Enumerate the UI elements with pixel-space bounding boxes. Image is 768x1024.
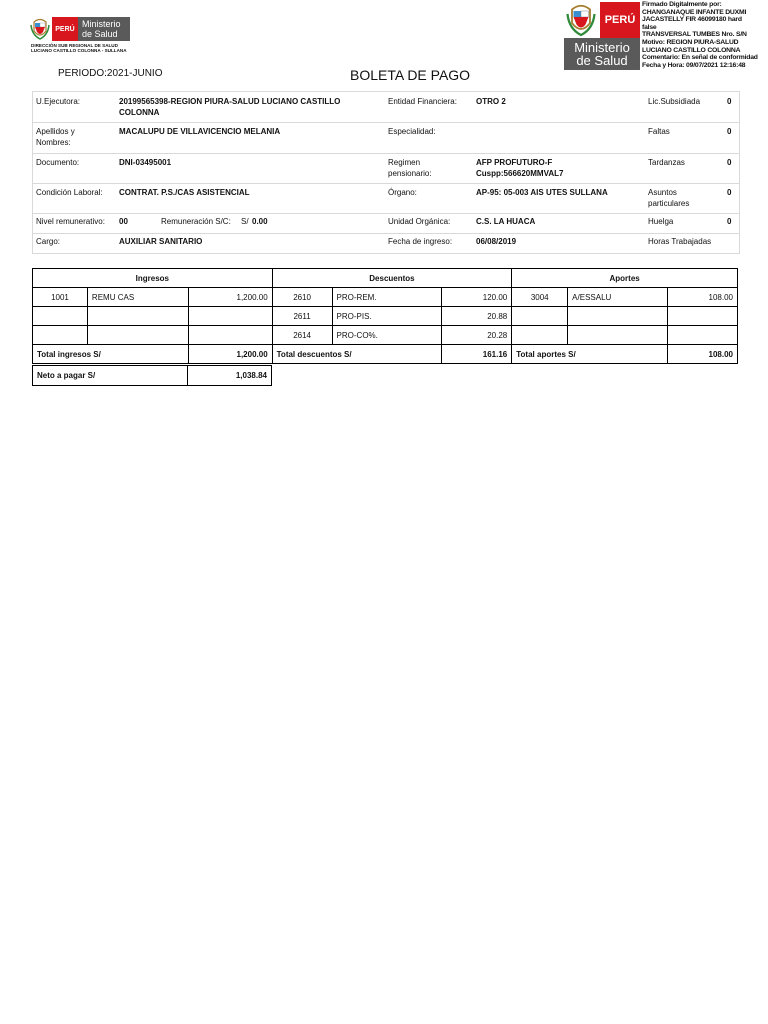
ingreso-name: REMU CAS	[87, 288, 188, 307]
descuentos-header: Descuentos	[272, 269, 512, 288]
descuento-name: PRO-PIS.	[332, 307, 442, 326]
page-title: BOLETA DE PAGO	[350, 67, 471, 83]
neto-row	[33, 366, 272, 386]
descuento-code: 2614	[272, 326, 332, 345]
remuneracion-currency: S/	[241, 217, 249, 226]
info-row-cargo	[33, 233, 739, 253]
employee-info-box	[32, 91, 740, 254]
pay-table	[32, 268, 738, 364]
ingreso-code	[33, 307, 88, 326]
descuento-amount: 120.00	[442, 288, 512, 307]
lic-subsidiada-label: Lic.Subsidiada	[648, 97, 701, 106]
aporte-amount	[668, 326, 738, 345]
aporte-code	[512, 307, 568, 326]
faltas-label: Faltas	[648, 127, 670, 136]
fecha-ingreso-label: Fecha de ingreso:	[388, 237, 453, 246]
apellidos-value: MACALUPU DE VILLAVICENCIO MELANIA	[119, 127, 281, 136]
horas-label: Horas Trabajadas	[648, 237, 712, 246]
digital-signature-text: Firmado Digitalmente por: CHANGANAQUE INFANTE DUXMI JACASTELLY FIR 46099180 hard false TRANSVERSAL TUMBES Nro. S/N Motivo: REGION PIURA-SALUD LUCIANO CASTILLO COLONNA Comentario: En señal de conformidad Fecha y Hora: 09/07/2021 12:16:48	[642, 1, 758, 69]
descuento-amount: 20.88	[442, 307, 512, 326]
ingreso-name	[87, 307, 188, 326]
unidad-label: Unidad Orgánica:	[388, 217, 451, 226]
info-row-apellidos	[33, 122, 739, 154]
ingreso-amount: 1,200.00	[188, 288, 272, 307]
ministerio-label: Ministerio de Salud	[564, 38, 640, 70]
info-row-ejecutora	[33, 92, 739, 123]
table-row	[33, 326, 738, 345]
tardanzas-value: 0	[727, 158, 732, 167]
cargo-label: Cargo:	[36, 237, 61, 246]
nivel-label: Nivel remunerativo:	[36, 217, 105, 226]
fecha-ingreso-value: 06/08/2019	[476, 237, 517, 246]
cargo-value: AUXILIAR SANITARIO	[119, 237, 203, 246]
total-descuentos-value: 161.16	[442, 345, 512, 364]
table-header-row	[33, 269, 738, 288]
total-ingresos-label: Total ingresos S/	[33, 345, 189, 364]
remuneracion-value: 0.00	[252, 217, 268, 226]
aporte-amount: 108.00	[668, 288, 738, 307]
ingreso-amount	[188, 326, 272, 345]
especialidad-label: Especialidad:	[388, 127, 436, 136]
total-descuentos-label: Total descuentos S/	[272, 345, 442, 364]
regimen-value: AFP PROFUTURO-F Cuspp:566620MMVAL7	[476, 158, 564, 178]
entidad-value: OTRO 2	[476, 97, 506, 106]
aportes-header: Aportes	[512, 269, 738, 288]
faltas-value: 0	[727, 127, 732, 136]
periodo-label: PERIODO:2021-JUNIO	[58, 68, 163, 79]
ingresos-header: Ingresos	[33, 269, 273, 288]
info-row-documento	[33, 153, 739, 184]
aporte-name	[568, 326, 668, 345]
info-row-nivel	[33, 213, 739, 234]
aporte-amount	[668, 307, 738, 326]
asuntos-label: Asuntos particulares	[648, 188, 690, 208]
regimen-label: Regimen pensionario:	[388, 158, 432, 178]
condicion-label: Condición Laboral:	[36, 188, 103, 197]
condicion-value: CONTRAT. P.S./CAS ASISTENCIAL	[119, 188, 250, 197]
unidad-value: C.S. LA HUACA	[476, 217, 536, 226]
ingreso-code	[33, 326, 88, 345]
remuneracion-label: Remuneración S/C:	[161, 217, 231, 226]
organo-label: Órgano:	[388, 188, 417, 197]
descuento-amount: 20.28	[442, 326, 512, 345]
descuento-code: 2611	[272, 307, 332, 326]
huelga-label: Huelga	[648, 217, 674, 226]
aporte-name: A/ESSALU	[568, 288, 668, 307]
ministerio-label: Ministerio de Salud	[78, 17, 130, 41]
total-ingresos-value: 1,200.00	[188, 345, 272, 364]
ingreso-name	[87, 326, 188, 345]
descuento-name: PRO-REM.	[332, 288, 442, 307]
documento-value: DNI-03495001	[119, 158, 172, 167]
info-row-condicion	[33, 183, 739, 214]
ingreso-code: 1001	[33, 288, 88, 307]
lic-subsidiada-value: 0	[727, 97, 732, 106]
ejecutora-value: 20199565398-REGION PIURA-SALUD LUCIANO CASTILLO COLONNA	[119, 97, 341, 117]
descuento-name: PRO-CO%.	[332, 326, 442, 345]
total-aportes-value: 108.00	[668, 345, 738, 364]
coat-of-arms-icon	[30, 17, 50, 41]
total-aportes-label: Total aportes S/	[512, 345, 668, 364]
table-row	[33, 307, 738, 326]
dirección-subregional-label: DIRECCIÓN SUB REGIONAL DE SALUD LUCIANO CASTILLO COLONNA - SULLANA	[31, 43, 127, 53]
totals-row	[33, 345, 738, 364]
minsa-logo-right	[564, 2, 640, 70]
ingreso-amount	[188, 307, 272, 326]
descuento-code: 2610	[272, 288, 332, 307]
neto-label: Neto a pagar S/	[33, 366, 188, 386]
peru-label: PERÚ	[600, 2, 640, 38]
entidad-label: Entidad Financiera:	[388, 97, 457, 106]
aporte-name	[568, 307, 668, 326]
organo-value: AP-95: 05-003 AIS UTES SULLANA	[476, 188, 608, 197]
asuntos-value: 0	[727, 188, 732, 197]
aporte-code	[512, 326, 568, 345]
aporte-code: 3004	[512, 288, 568, 307]
peru-label: PERÚ	[52, 17, 78, 41]
coat-of-arms-icon	[564, 2, 598, 38]
documento-label: Documento:	[36, 158, 80, 167]
apellidos-label: Apellidos y Nombres:	[36, 127, 75, 147]
tardanzas-label: Tardanzas	[648, 158, 685, 167]
table-row	[33, 288, 738, 307]
ejecutora-label: U.Ejecutora:	[36, 97, 81, 106]
neto-value: 1,038.84	[188, 366, 272, 386]
huelga-value: 0	[727, 217, 732, 226]
nivel-value: 00	[119, 217, 128, 226]
neto-table	[32, 365, 272, 386]
